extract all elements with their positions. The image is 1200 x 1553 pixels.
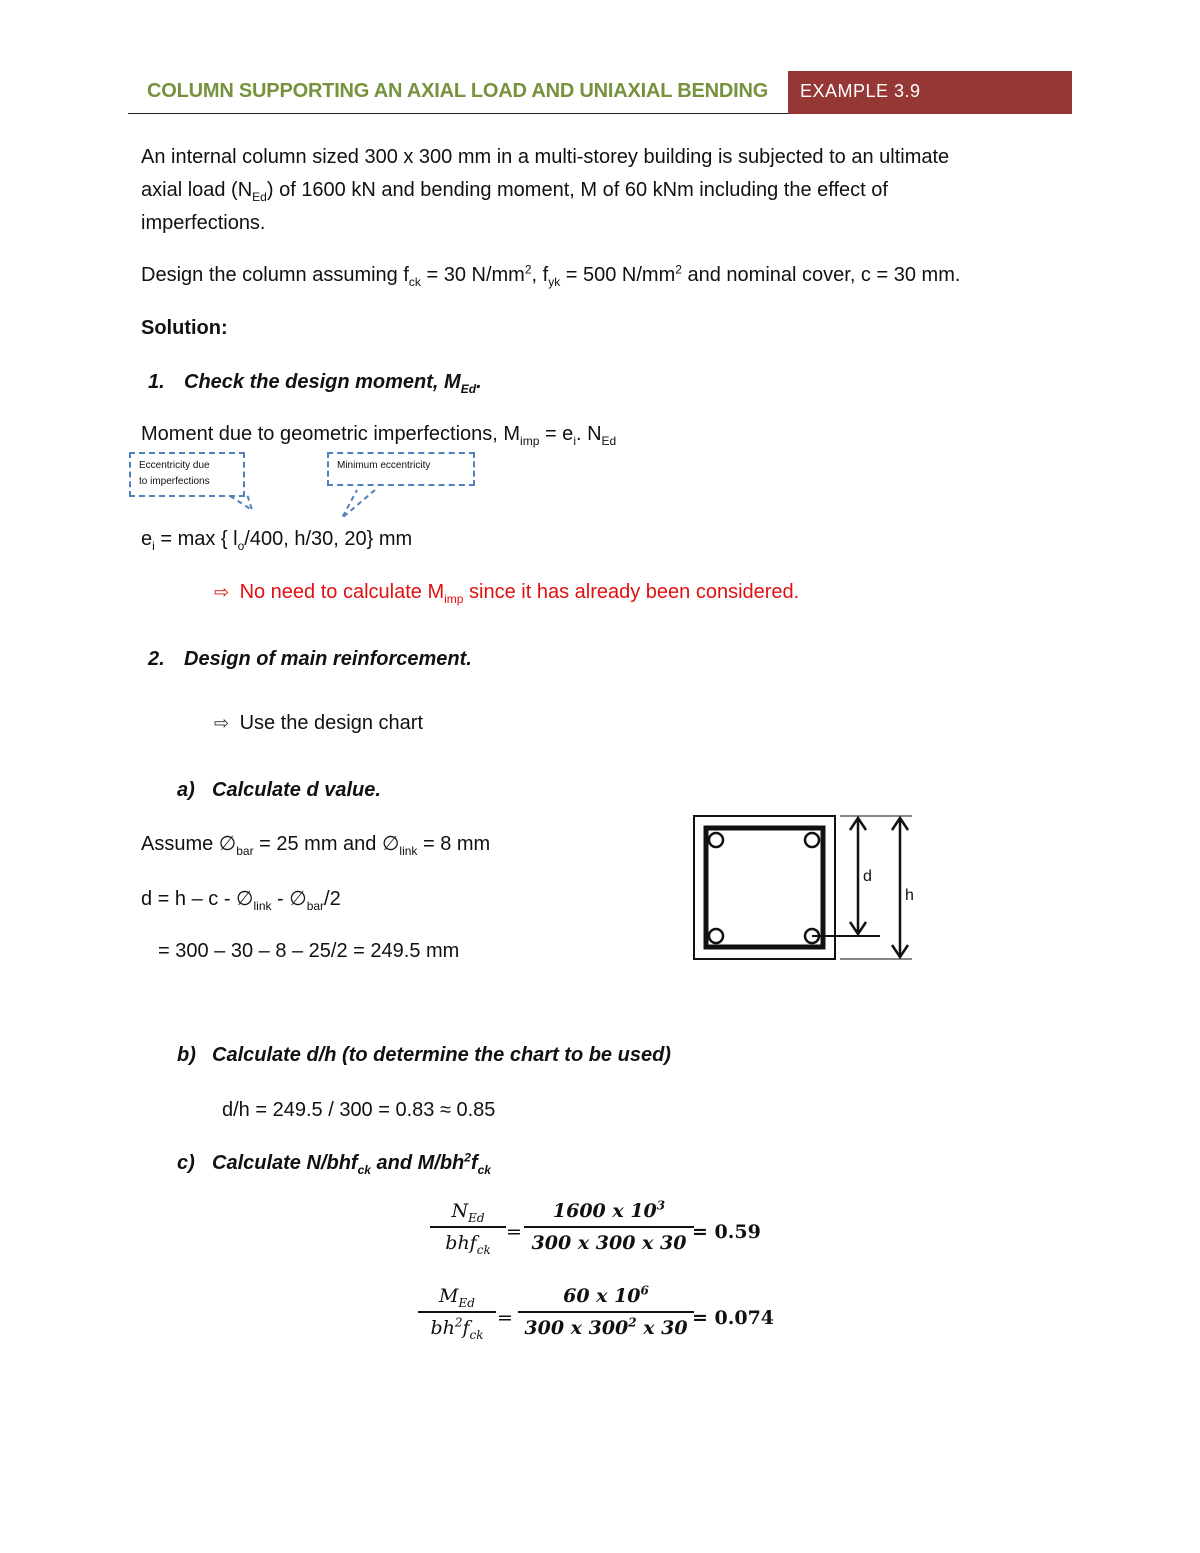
sub-a-label: a) (177, 779, 195, 801)
sub-c-label: c) (177, 1152, 195, 1174)
arrow-right-icon: ⇨ (214, 713, 230, 733)
eq1-lhs-fraction (430, 1200, 506, 1257)
rebar-bottom-left (709, 929, 723, 943)
eq1-result: = 0.59 (692, 1221, 761, 1243)
link-outline (706, 828, 823, 947)
sub-a-title: Calculate d value. (212, 779, 381, 801)
sub-b-label: b) (177, 1044, 196, 1066)
callout-pointers (120, 480, 500, 530)
ei-equation: $e_i = \max$ { $l_o/400$, h/30, 20} mm (141, 528, 413, 553)
solution-label: Solution: (141, 317, 228, 339)
rebar-top-right (805, 833, 819, 847)
example-badge (788, 71, 1072, 114)
dh-ratio: d/h = 249.5 / 300 = 0.83 ≈ 0.85 (222, 1099, 496, 1121)
intro-line-3: imperfections. (141, 212, 266, 234)
d-result: = 300 – 30 – 8 – 25/2 = 249.5 mm (158, 940, 460, 962)
sub-b-title: Calculate d/h (to determine the chart to be used) (212, 1044, 671, 1066)
eq1-lhs-denominator: bhf$_{ck}$ (445, 1232, 491, 1257)
d-formula: $d = h - c - \emptyset_{link}$ - $\emptyset_{bar}/2$ (141, 888, 341, 913)
assume-line: Assume $\emptyset_{bar} = 25$ mm and $\emptyset_{link} = 8$ mm (141, 833, 491, 858)
note-no-need: ⇨ No need to calculate $M_{imp}$ since it has already been considered. (214, 581, 800, 606)
callout-minimum-eccentricity: Minimum eccentricity (327, 452, 475, 486)
callout-eccentricity: Eccentricity due to imperfections (129, 452, 245, 497)
sub-c-title: Calculate N/bhf$_{ck}$ and $M/bh^2f_{ck}$ (212, 1150, 491, 1177)
diagram-h-label: h (905, 887, 914, 904)
design-statement: Design the column assuming $f_{ck} = 30$ $N/mm^2$, $f_{yk} = 500$ $N/mm^2$ and nominal cover, c = 30 mm. (141, 262, 961, 289)
rebar-top-left (709, 833, 723, 847)
eq2-rhs-fraction (518, 1285, 694, 1339)
eq2-lhs-fraction (418, 1285, 496, 1342)
eq1-rhs-denominator: 300 x 300 x 30 (531, 1232, 687, 1254)
eq2-lhs-numerator: $M_{Ed}$ (439, 1285, 475, 1310)
step1-title: Check the design moment, $M_{Ed}$. (184, 371, 482, 396)
example-label: EXAMPLE 3.9 (800, 81, 921, 101)
column-section-diagram (690, 812, 920, 964)
step2-number: 2. (148, 648, 165, 670)
eq2-rhs-denominator: 300 x $300^2$ x 30 (524, 1315, 688, 1339)
use-chart: ⇨ Use the design chart (214, 712, 423, 734)
eq1-rhs-numerator: 1600 x $10^3$ (552, 1198, 666, 1222)
eq1-lhs-numerator: $N_{Ed}$ (451, 1200, 485, 1225)
eq2-rhs-numerator: 60 x $10^6$ (563, 1283, 649, 1307)
step2-title: Design of main reinforcement. (184, 648, 472, 670)
eq1-rhs-fraction (524, 1200, 694, 1254)
eq2-equals: = (497, 1307, 513, 1329)
diagram-d-label: d (863, 868, 872, 885)
intro-line-1: An internal column sized 300 x 300 mm in a multi-storey building is subjected to an ultimate (141, 146, 950, 168)
header-rule (128, 113, 788, 114)
eq1-equals: = (506, 1221, 522, 1243)
moment-equation: Moment due to geometric imperfections, $M_{imp} = e_i$. $N_{Ed}$ (141, 423, 617, 448)
intro-line-2: axial load $(N_{Ed})$ of 1600 kN and bending moment, M of 60 kNm including the effect of (141, 179, 888, 204)
arrow-right-icon: ⇨ (214, 582, 230, 602)
eq2-lhs-denominator: $bh^2f_{ck}$ (430, 1315, 484, 1342)
eq2-result: = 0.074 (692, 1307, 775, 1329)
page-title: COLUMN SUPPORTING AN AXIAL LOAD AND UNIAXIAL BENDING (147, 80, 769, 102)
step1-number: 1. (148, 371, 165, 393)
